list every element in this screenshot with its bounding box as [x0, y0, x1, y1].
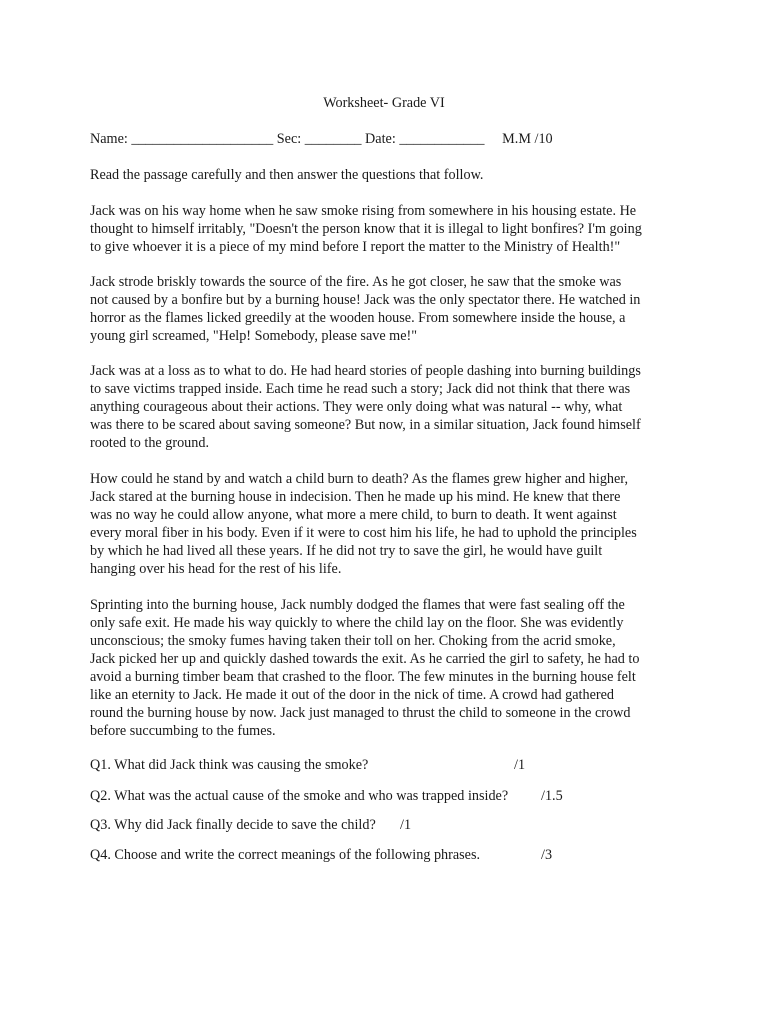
question-text: Q4. Choose and write the correct meanings of the following phrases.	[90, 847, 481, 863]
passage-line: before succumbing to the fumes.	[90, 723, 276, 739]
question-marks: /3	[541, 847, 553, 863]
passage-line: was no way he could allow anyone, what more a mere child, to burn to death. It went against	[90, 507, 617, 523]
passage-line: Jack picked her up and quickly dashed towards the exit. As he carried the girl to safety, he had to	[90, 651, 640, 667]
passage-line: young girl screamed, "Help! Somebody, please save me!"	[90, 328, 418, 344]
question-text: Q1. What did Jack think was causing the smoke?	[90, 757, 369, 773]
passage-line: rooted to the ground.	[90, 435, 209, 451]
passage-line: unconscious; the smoky fumes having taken their toll on her. Choking from the acrid smoke,	[90, 633, 616, 649]
passage-line: avoid a burning timber beam that crashed to the floor. The few minutes in the burning house felt	[90, 669, 636, 685]
question-marks: /1	[514, 757, 526, 773]
passage-line: How could he stand by and watch a child burn to death? As the flames grew higher and higher,	[90, 471, 629, 487]
passage-line: Jack was at a loss as to what to do. He had heard stories of people dashing into burning buildings	[90, 363, 641, 379]
passage-line: Jack was on his way home when he saw smoke rising from somewhere in his housing estate. He	[90, 203, 637, 219]
passage-line: Sprinting into the burning house, Jack numbly dodged the flames that were fast sealing off the	[90, 597, 625, 613]
passage-line: round the burning house by now. Jack just managed to thrust the child to someone in the crowd	[90, 705, 631, 721]
passage-line: Jack stared at the burning house in indecision. Then he made up his mind. He knew that there	[90, 489, 621, 505]
passage-line: every moral fiber in his body. Even if it were to cost him his life, he had to uphold the principles	[90, 525, 637, 541]
question-marks: /1.5	[541, 788, 563, 804]
passage-line: by which he had lived all these years. If he did not try to save the girl, he would have guilt	[90, 543, 603, 559]
passage-line: hanging over his head for the rest of his life.	[90, 561, 342, 577]
passage-line: like an eternity to Jack. He made it out of the door in the nick of time. A crowd had gathered	[90, 687, 614, 703]
question-marks: /1	[400, 817, 412, 833]
passage-line: to save victims trapped inside. Each time he read such a story; Jack did not think that there was	[90, 381, 631, 397]
passage-line: thought to himself irritably, "Doesn't the person know that it is illegal to light bonfires? I'm going	[90, 221, 642, 237]
passage-line: Jack strode briskly towards the source of the fire. As he got closer, he saw that the smoke was	[90, 274, 622, 290]
passage-line: only safe exit. He made his way quickly to where the child lay on the floor. She was evidently	[90, 615, 624, 631]
passage-line: not caused by a bonfire but by a burning house! Jack was the only spectator there. He watched in	[90, 292, 641, 308]
worksheet-title: Worksheet- Grade VI	[323, 95, 445, 111]
question-text: Q2. What was the actual cause of the smoke and who was trapped inside?	[90, 788, 509, 804]
question-text: Q3. Why did Jack finally decide to save the child?	[90, 817, 376, 833]
passage-line: to give whoever it is a piece of my mind before I report the matter to the Ministry of Health!"	[90, 239, 621, 255]
instructions: Read the passage carefully and then answer the questions that follow.	[90, 167, 484, 183]
passage-line: anything courageous about their actions. They were only doing what was natural -- why, what	[90, 399, 623, 415]
passage-line: was there to be scared about saving someone? But now, in a similar situation, Jack found himself	[90, 417, 641, 433]
passage-line: horror as the flames licked greedily at the wooden house. From somewhere inside the house, a	[90, 310, 626, 326]
student-info-line: Name: ____________________ Sec: ________ Date: ____________ M.M /10	[90, 131, 553, 147]
